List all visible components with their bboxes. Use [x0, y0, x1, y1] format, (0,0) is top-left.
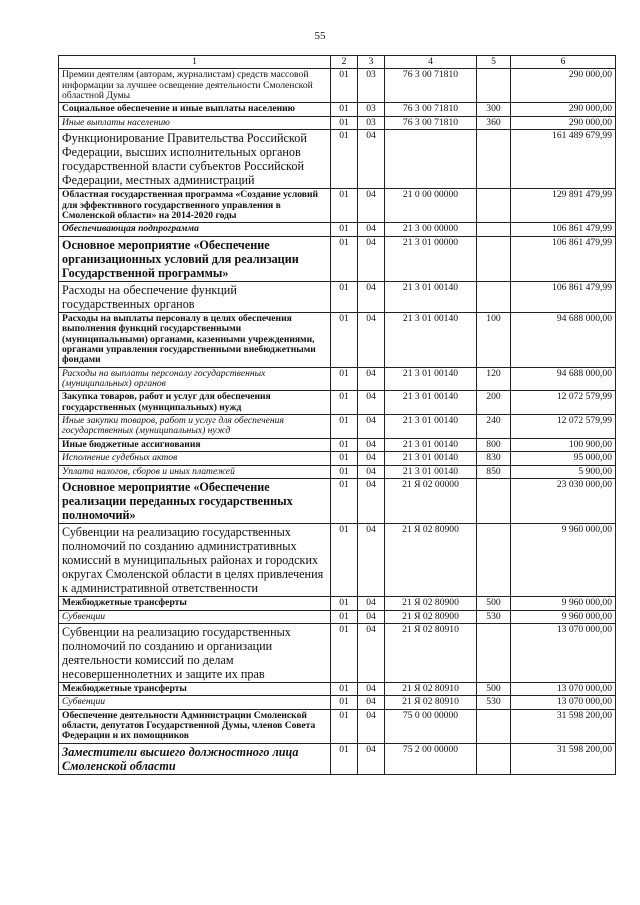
table-row — [59, 281, 616, 312]
section-cell: 01 — [331, 312, 358, 367]
target-article-cell: 75 2 00 00000 — [385, 743, 477, 774]
target-article-cell — [385, 130, 477, 189]
amount-cell: 12 072 579,99 — [511, 391, 616, 415]
table-row — [59, 610, 616, 623]
amount-cell: 161 489 679,99 — [511, 130, 616, 189]
row-name-cell: Обеспечение деятельности Администрации Смоленской области, депутатов Государственной Думы, членов Совета Федерации и их помощников — [59, 709, 331, 743]
section-cell: 01 — [331, 524, 358, 597]
row-name-cell: Иные закупки товаров, работ и услуг для обеспечения государственных (муниципальных) нужд — [59, 415, 331, 439]
expense-type-cell — [477, 623, 511, 682]
table-row — [59, 236, 616, 281]
table-row — [59, 103, 616, 116]
expense-type-cell: 120 — [477, 367, 511, 391]
section-cell: 01 — [331, 69, 358, 103]
amount-cell: 13 070 000,00 — [511, 696, 616, 709]
row-name-cell: Субвенции на реализацию государственных полномочий по созданию административных комиссий в муниципальных районах и городских округах Смоленской области в целях привлечения к административной ответственности — [59, 524, 331, 597]
subsection-cell: 04 — [358, 452, 385, 465]
row-name-cell: Заместители высшего должностного лица Смоленской области — [59, 743, 331, 774]
target-article-cell: 21 Я 02 80910 — [385, 683, 477, 696]
section-cell: 01 — [331, 610, 358, 623]
amount-cell: 12 072 579,99 — [511, 415, 616, 439]
row-name-cell: Функционирование Правительства Российской Федерации, высших исполнительных органов государственной власти субъектов Российской Федерации, местных администраций — [59, 130, 331, 189]
section-cell: 01 — [331, 452, 358, 465]
row-name-cell: Обеспечивающая подпрограмма — [59, 223, 331, 236]
section-cell: 01 — [331, 130, 358, 189]
row-name-cell: Социальное обеспечение и иные выплаты населению — [59, 103, 331, 116]
target-article-cell: 21 3 01 00140 — [385, 438, 477, 451]
section-cell: 01 — [331, 438, 358, 451]
section-cell: 01 — [331, 696, 358, 709]
expense-type-cell — [477, 223, 511, 236]
table-row — [59, 367, 616, 391]
table-row — [59, 116, 616, 129]
table-row — [59, 189, 616, 223]
expense-type-cell — [477, 130, 511, 189]
subsection-cell: 04 — [358, 743, 385, 774]
table-row — [59, 709, 616, 743]
row-name-cell: Иные бюджетные ассигнования — [59, 438, 331, 451]
amount-cell: 290 000,00 — [511, 103, 616, 116]
section-cell: 01 — [331, 103, 358, 116]
expense-type-cell: 800 — [477, 438, 511, 451]
row-name-cell: Межбюджетные трансферты — [59, 597, 331, 610]
subsection-cell: 04 — [358, 597, 385, 610]
expense-type-cell: 200 — [477, 391, 511, 415]
table-row — [59, 312, 616, 367]
amount-cell: 106 861 479,99 — [511, 236, 616, 281]
target-article-cell: 21 3 01 00000 — [385, 236, 477, 281]
subsection-cell: 04 — [358, 696, 385, 709]
row-name-cell: Субвенции — [59, 696, 331, 709]
amount-cell: 290 000,00 — [511, 69, 616, 103]
section-cell: 01 — [331, 623, 358, 682]
subsection-cell: 04 — [358, 709, 385, 743]
section-cell: 01 — [331, 116, 358, 129]
target-article-cell: 76 3 00 71810 — [385, 103, 477, 116]
subsection-cell: 04 — [358, 281, 385, 312]
expense-type-cell — [477, 524, 511, 597]
target-article-cell: 21 Я 02 80900 — [385, 610, 477, 623]
target-article-cell: 21 Я 02 00000 — [385, 478, 477, 523]
target-article-cell: 21 Я 02 80900 — [385, 597, 477, 610]
table-row — [59, 478, 616, 523]
expense-type-cell: 530 — [477, 696, 511, 709]
header-col-4: 4 — [385, 56, 477, 69]
section-cell: 01 — [331, 683, 358, 696]
row-name-cell: Закупка товаров, работ и услуг для обеспечения государственных (муниципальных) нужд — [59, 391, 331, 415]
section-cell: 01 — [331, 236, 358, 281]
target-article-cell: 76 3 00 71810 — [385, 69, 477, 103]
amount-cell: 100 900,00 — [511, 438, 616, 451]
row-name-cell: Расходы на выплаты персоналу государственных (муниципальных) органов — [59, 367, 331, 391]
section-cell: 01 — [331, 391, 358, 415]
expense-type-cell: 300 — [477, 103, 511, 116]
expense-type-cell — [477, 743, 511, 774]
target-article-cell: 21 Я 02 80900 — [385, 524, 477, 597]
row-name-cell: Межбюджетные трансферты — [59, 683, 331, 696]
amount-cell: 9 960 000,00 — [511, 597, 616, 610]
table-row — [59, 683, 616, 696]
page-number: 55 — [314, 30, 326, 42]
section-cell: 01 — [331, 189, 358, 223]
subsection-cell: 04 — [358, 312, 385, 367]
subsection-cell: 04 — [358, 223, 385, 236]
subsection-cell: 04 — [358, 524, 385, 597]
header-col-2: 2 — [331, 56, 358, 69]
target-article-cell: 21 0 00 00000 — [385, 189, 477, 223]
row-name-cell: Расходы на выплаты персоналу в целях обеспечения выполнения функций государственными (муниципальными) органами, казенными учреждениями, органами управления государственными внебюджетными фондами — [59, 312, 331, 367]
expense-type-cell — [477, 281, 511, 312]
subsection-cell: 04 — [358, 236, 385, 281]
subsection-cell: 04 — [358, 478, 385, 523]
table-row — [59, 130, 616, 189]
table-row — [59, 597, 616, 610]
subsection-cell: 04 — [358, 415, 385, 439]
row-name-cell: Расходы на обеспечение функций государственных органов — [59, 281, 331, 312]
section-cell: 01 — [331, 367, 358, 391]
subsection-cell: 04 — [358, 189, 385, 223]
target-article-cell: 21 3 01 00140 — [385, 465, 477, 478]
amount-cell: 106 861 479,99 — [511, 223, 616, 236]
subsection-cell: 04 — [358, 438, 385, 451]
expense-type-cell: 830 — [477, 452, 511, 465]
section-cell: 01 — [331, 743, 358, 774]
target-article-cell: 21 Я 02 80910 — [385, 623, 477, 682]
amount-cell: 290 000,00 — [511, 116, 616, 129]
subsection-cell: 04 — [358, 465, 385, 478]
row-name-cell: Основное мероприятие «Обеспечение организационных условий для реализации Государственной программы» — [59, 236, 331, 281]
target-article-cell: 75 0 00 00000 — [385, 709, 477, 743]
header-col-5: 5 — [477, 56, 511, 69]
expense-type-cell — [477, 189, 511, 223]
header-col-3: 3 — [358, 56, 385, 69]
amount-cell: 94 688 000,00 — [511, 367, 616, 391]
subsection-cell: 03 — [358, 116, 385, 129]
section-cell: 01 — [331, 281, 358, 312]
row-name-cell: Исполнение судебных актов — [59, 452, 331, 465]
expense-type-cell — [477, 478, 511, 523]
section-cell: 01 — [331, 709, 358, 743]
target-article-cell: 21 3 01 00140 — [385, 391, 477, 415]
table-row — [59, 223, 616, 236]
table-row — [59, 391, 616, 415]
subsection-cell: 04 — [358, 367, 385, 391]
expense-type-cell — [477, 69, 511, 103]
expense-type-cell: 100 — [477, 312, 511, 367]
row-name-cell: Премии деятелям (авторам, журналистам) средств массовой информации за лучшее освещение деятельности Смоленской областной Думы — [59, 69, 331, 103]
amount-cell: 94 688 000,00 — [511, 312, 616, 367]
amount-cell: 13 070 000,00 — [511, 623, 616, 682]
row-name-cell: Основное мероприятие «Обеспечение реализации переданных государственных полномочий» — [59, 478, 331, 523]
header-col-1: 1 — [59, 56, 331, 69]
expense-type-cell: 850 — [477, 465, 511, 478]
expense-type-cell — [477, 709, 511, 743]
table-row — [59, 452, 616, 465]
row-name-cell: Иные выплаты населению — [59, 116, 331, 129]
expense-type-cell: 500 — [477, 683, 511, 696]
table-row — [59, 524, 616, 597]
expense-type-cell: 360 — [477, 116, 511, 129]
subsection-cell: 04 — [358, 610, 385, 623]
row-name-cell: Уплата налогов, сборов и иных платежей — [59, 465, 331, 478]
subsection-cell: 04 — [358, 623, 385, 682]
amount-cell: 9 960 000,00 — [511, 524, 616, 597]
expense-type-cell: 240 — [477, 415, 511, 439]
target-article-cell: 21 3 01 00140 — [385, 281, 477, 312]
amount-cell: 31 598 200,00 — [511, 709, 616, 743]
amount-cell: 5 900,00 — [511, 465, 616, 478]
amount-cell: 95 000,00 — [511, 452, 616, 465]
row-name-cell: Областная государственная программа «Создание условий для эффективного государственного управления в Смоленской области» на 2014-2020 годы — [59, 189, 331, 223]
target-article-cell: 21 3 01 00140 — [385, 415, 477, 439]
subsection-cell: 03 — [358, 69, 385, 103]
target-article-cell: 21 3 00 00000 — [385, 223, 477, 236]
table-row — [59, 438, 616, 451]
table-row — [59, 623, 616, 682]
row-name-cell: Субвенции на реализацию государственных полномочий по созданию и организации деятельности комиссий по делам несовершеннолетних и защите их прав — [59, 623, 331, 682]
target-article-cell: 76 3 00 71810 — [385, 116, 477, 129]
section-cell: 01 — [331, 597, 358, 610]
expense-type-cell: 530 — [477, 610, 511, 623]
amount-cell: 9 960 000,00 — [511, 610, 616, 623]
target-article-cell: 21 Я 02 80910 — [385, 696, 477, 709]
subsection-cell: 04 — [358, 391, 385, 415]
subsection-cell: 03 — [358, 103, 385, 116]
table-row — [59, 69, 616, 103]
subsection-cell: 04 — [358, 683, 385, 696]
amount-cell: 13 070 000,00 — [511, 683, 616, 696]
table-row — [59, 696, 616, 709]
expense-type-cell — [477, 236, 511, 281]
section-cell: 01 — [331, 478, 358, 523]
target-article-cell: 21 3 01 00140 — [385, 452, 477, 465]
table-row — [59, 465, 616, 478]
amount-cell: 31 598 200,00 — [511, 743, 616, 774]
row-name-cell: Субвенции — [59, 610, 331, 623]
table-row — [59, 743, 616, 774]
target-article-cell: 21 3 01 00140 — [385, 312, 477, 367]
amount-cell: 23 030 000,00 — [511, 478, 616, 523]
budget-table — [58, 55, 616, 775]
target-article-cell: 21 3 01 00140 — [385, 367, 477, 391]
subsection-cell: 04 — [358, 130, 385, 189]
section-cell: 01 — [331, 223, 358, 236]
header-col-6: 6 — [511, 56, 616, 69]
amount-cell: 129 891 479,99 — [511, 189, 616, 223]
section-cell: 01 — [331, 465, 358, 478]
expense-type-cell: 500 — [477, 597, 511, 610]
section-cell: 01 — [331, 415, 358, 439]
table-row — [59, 415, 616, 439]
header-row — [59, 56, 616, 69]
amount-cell: 106 861 479,99 — [511, 281, 616, 312]
